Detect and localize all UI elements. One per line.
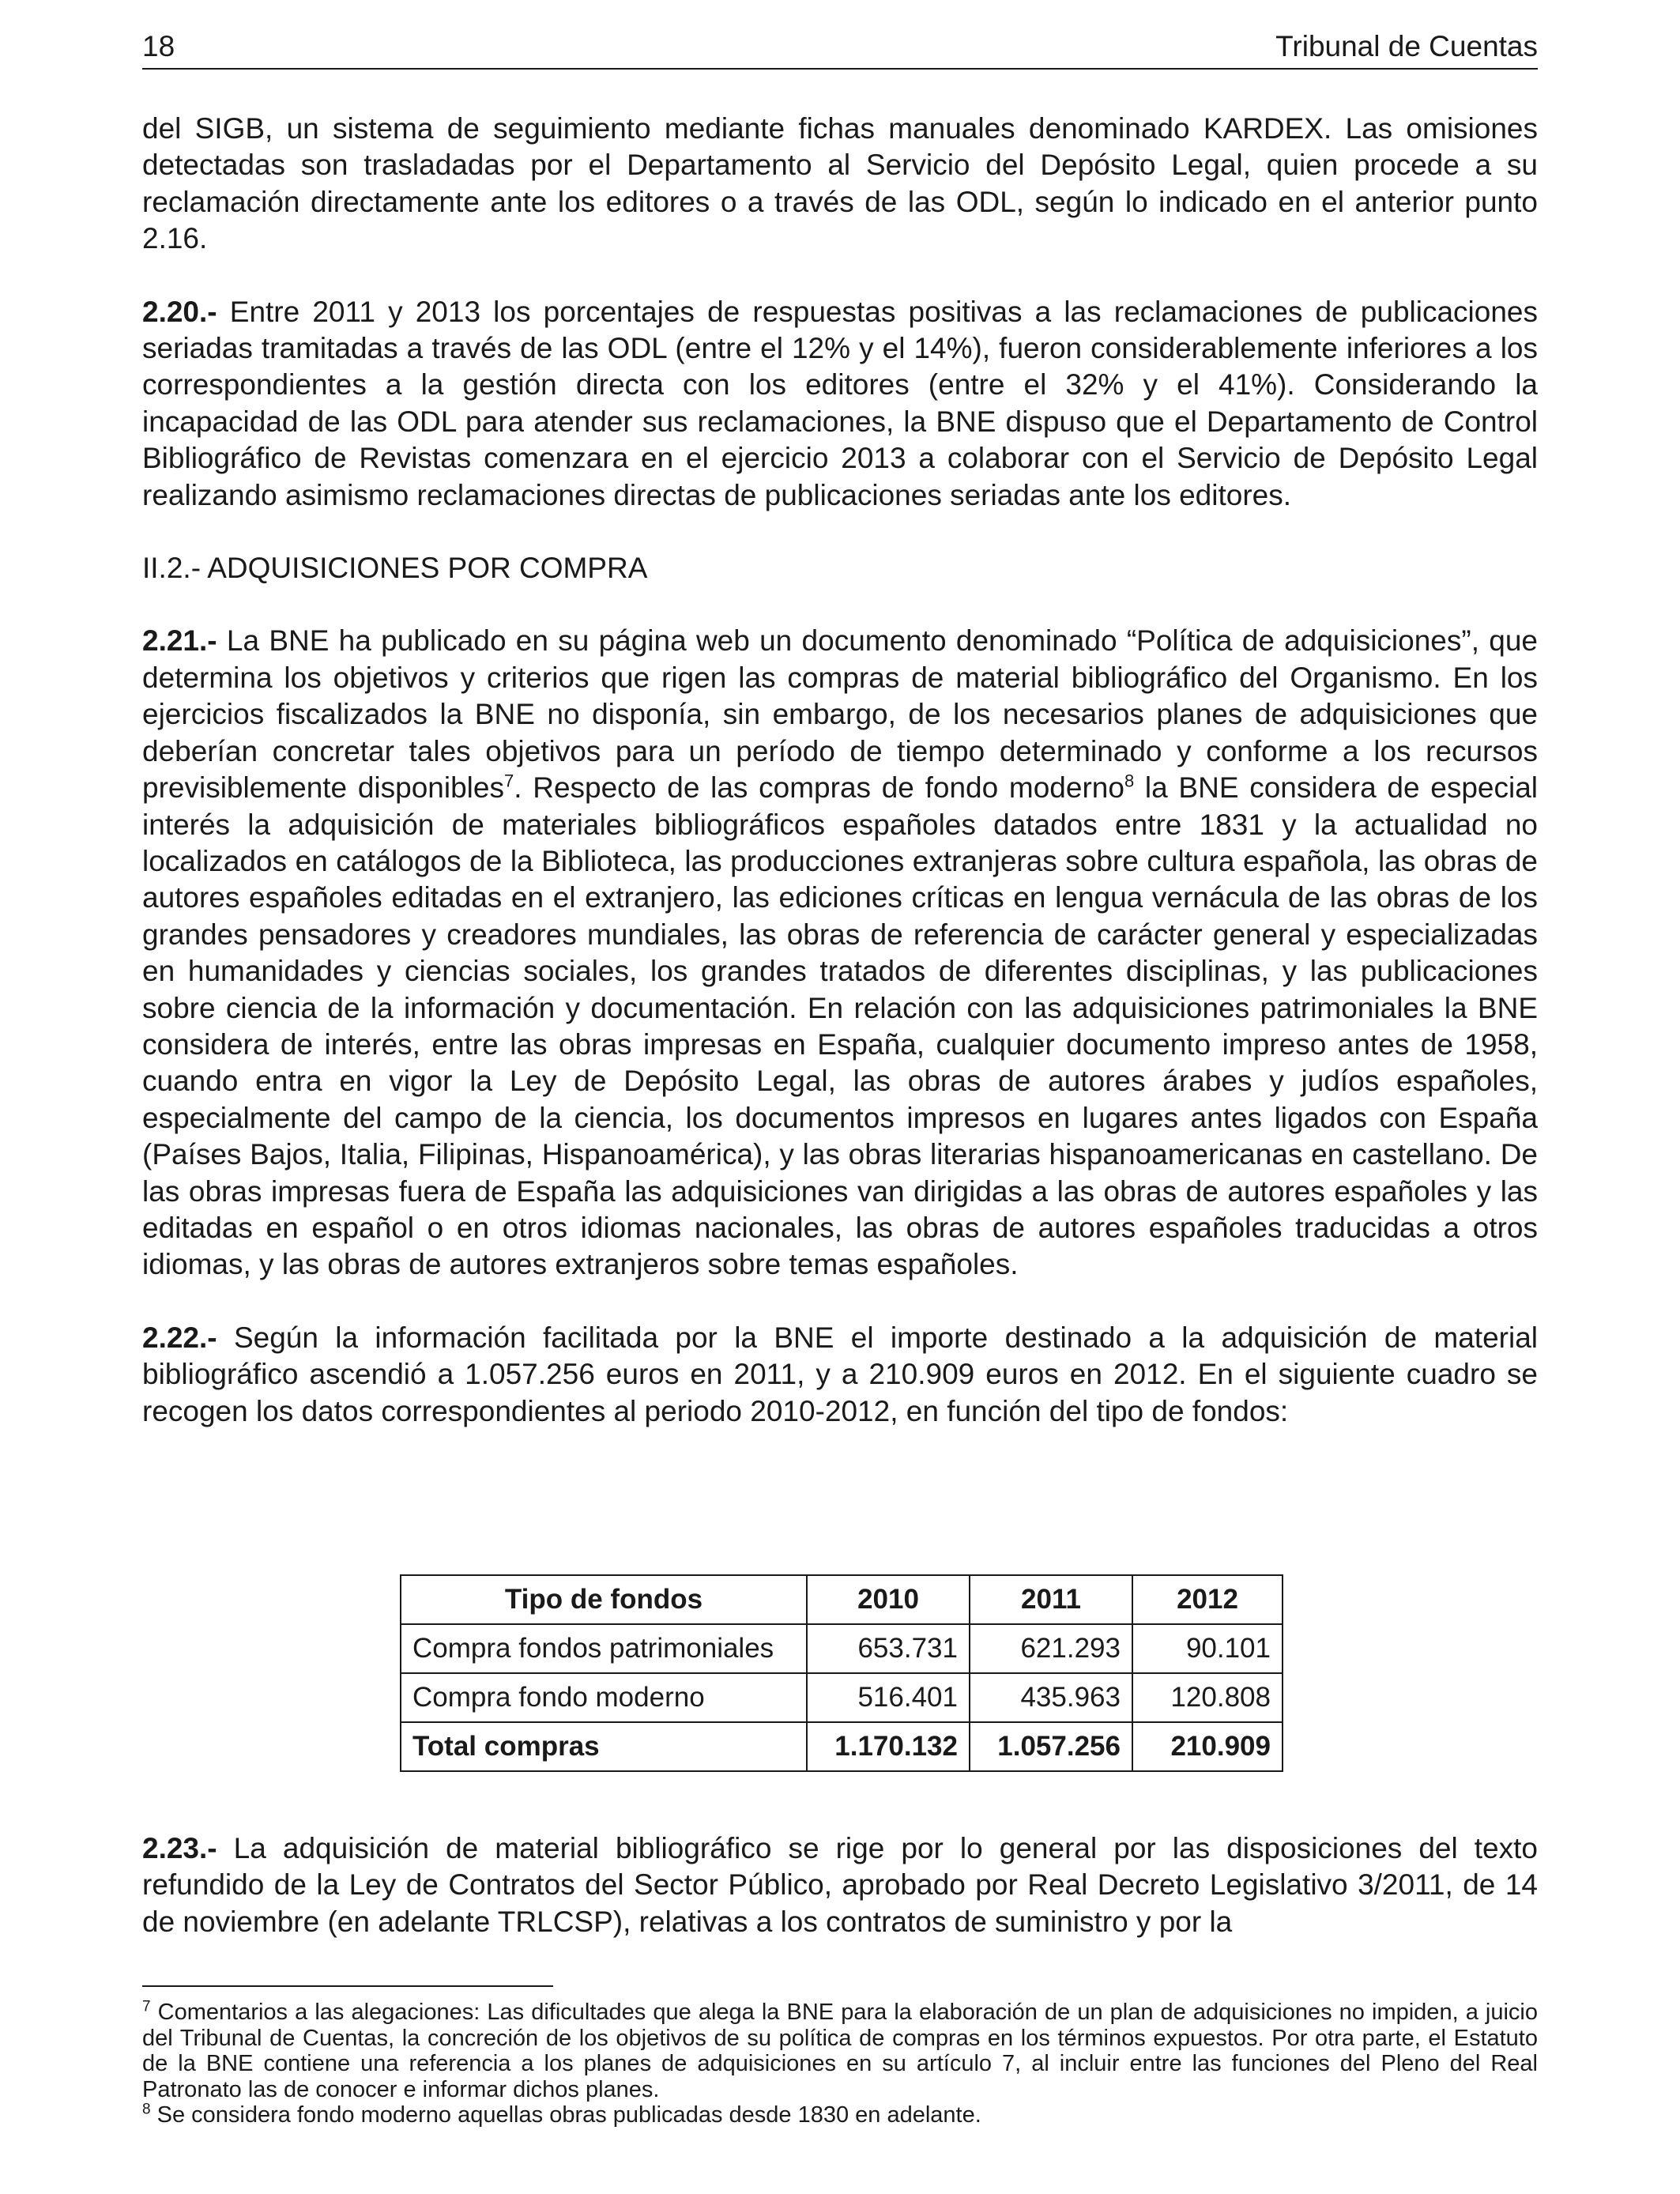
page-number: 18 — [142, 30, 175, 62]
footnote-8 — [142, 2102, 1538, 2128]
footnote-ref-7[interactable]: 7 — [503, 771, 514, 791]
table-header-cell: 2012 — [1132, 1575, 1283, 1624]
running-title: Tribunal de Cuentas — [1275, 30, 1538, 62]
table-cell: 90.101 — [1132, 1624, 1283, 1673]
funds-table-wrap — [400, 1574, 1283, 1772]
paragraph-2-20 — [142, 294, 1538, 514]
table-row — [401, 1624, 1283, 1673]
table-cell: Compra fondos patrimoniales — [401, 1624, 807, 1673]
footnote-7 — [142, 2000, 1538, 2102]
table-cell: Compra fondo moderno — [401, 1673, 807, 1722]
paragraph-number: 2.21.- — [142, 624, 217, 658]
paragraph-number: 2.20.- — [142, 295, 217, 328]
footnote-ref-8[interactable]: 8 — [1124, 771, 1135, 791]
header-rule — [142, 68, 1538, 70]
table-header-cell: 2011 — [970, 1575, 1132, 1624]
table-cell: 1.057.256 — [970, 1722, 1132, 1771]
paragraph-text: Según la información facilitada por la BNE el importe destinado a la adquisición de material bibliográfico ascendió a 1.057.256 euros en 2011, y a 210.909 euros en 2012. En el siguiente cuadro se recogen los datos correspondientes al periodo 2010-2012, en función del tipo de fondos: — [142, 1321, 1538, 1427]
paragraph-2-22 — [142, 1320, 1538, 1430]
paragraph-2-23 — [142, 1830, 1538, 1940]
paragraph-text: La BNE ha publicado en su página web un documento denominado “Política de adquisiciones”, que determina los objetivos y criterios que rigen las compras de material bibliográfico del Organismo. En los ejercicios fiscalizados la BNE no disponía, sin embargo, de los necesarios planes de adquisiciones que deberían concretar tales objetivos para un período de tiempo determinado y conforme a los recursos previsiblemente disponibles — [142, 624, 1538, 805]
table-cell: 435.963 — [970, 1673, 1132, 1722]
paragraph-continuation — [142, 111, 1538, 258]
paragraph-text: Entre 2011 y 2013 los porcentajes de respuestas positivas a las reclamaciones de publicaciones seriadas tramitadas a través de las ODL (entre el 12% y el 14%), fueron considerablemente inferiores a los correspondientes a la gestión directa con los editores (entre el 32% y el 41%). Considerando la incapacidad de las ODL para atender sus reclamaciones, la BNE dispuso que el Departamento de Control Bibliográfico de Revistas comenzara en el ejercicio 2013 a colaborar con el Servicio de Depósito Legal realizando asimismo reclamaciones directas de publicaciones seriadas ante los editores. — [142, 295, 1538, 511]
footnotes — [142, 2000, 1538, 2128]
body-text — [142, 111, 1538, 1466]
footnote-text: Se considera fondo moderno aquellas obras publicadas desde 1830 en adelante. — [150, 2102, 981, 2128]
paragraph-2-21 — [142, 623, 1538, 1283]
page-header — [142, 27, 1538, 66]
footnote-mark: 7 — [142, 1998, 151, 2015]
table-cell: 120.808 — [1132, 1673, 1283, 1722]
table-cell: 621.293 — [970, 1624, 1132, 1673]
paragraph-text: La adquisición de material bibliográfico se rige por lo general por las disposiciones del texto refundido de la Ley de Contratos del Sector Público, aprobado por Real Decreto Legislativo 3/2011, de 14 de noviembre (en adelante TRLCSP), relativas a los contratos de suministro y por la — [142, 1832, 1538, 1938]
table-cell: 210.909 — [1132, 1722, 1283, 1771]
paragraph-number: 2.23.- — [142, 1832, 217, 1864]
table-cell: 1.170.132 — [807, 1722, 970, 1771]
paragraph-text: la BNE considera de especial interés la adquisición de materiales bibliográficos españoles datados entre 1831 y la actualidad no localizados en catálogos de la Biblioteca, las producciones extranjeras sobre cultura española, las obras de autores españoles editadas en el extranjero, las ediciones críticas en lengua vernácula de las obras de los grandes pensadores y creadores mundiales, las obras de referencia de carácter general y especializadas en humanidades y ciencias sociales, los grandes tratados de diferentes disciplinas, y las publicaciones sobre ciencia de la información y documentación. En relación con las adquisiciones patrimoniales la BNE considera de interés, entre las obras impresas en España, cualquier documento impreso antes de 1958, cuando entra en vigor la Ley de Depósito Legal, las obras de autores árabes y judíos españoles, especialmente del campo de la ciencia, los documentos impresos en lugares antes ligados con España (Países Bajos, Italia, Filipinas, Hispanoamérica), y las obras literarias hispanoamericanas en castellano. De las obras impresas fuera de España las adquisiciones van dirigidas a las obras de autores españoles y las editadas en español o en otros idiomas nacionales, las obras de autores españoles traducidas a otros idiomas, y las obras de autores extranjeros sobre temas españoles. — [142, 771, 1538, 1281]
table-header-cell: Tipo de fondos — [401, 1575, 807, 1624]
table-cell: 516.401 — [807, 1673, 970, 1722]
table-total-row — [401, 1722, 1283, 1771]
footnote-text: Comentarios a las alegaciones: Las dificultades que alega la BNE para la elaboración de un plan de adquisiciones no impiden, a juicio del Tribunal de Cuentas, la concreción de los objetivos de su política de compras en los términos expuestos. Por otra parte, el Estatuto de la BNE contiene una referencia a los planes de adquisiciones en su artículo 7, al incluir entre las funciones del Pleno del Real Patronato las de conocer e informar dichos planes. — [142, 2000, 1538, 2102]
table-cell: 653.731 — [807, 1624, 970, 1673]
section-heading: II.2.- ADQUISICIONES POR COMPRA — [142, 552, 648, 585]
body-text-continued — [142, 1830, 1538, 1977]
footnote-separator — [142, 1985, 553, 1987]
table-row — [401, 1673, 1283, 1722]
paragraph-number: 2.22.- — [142, 1321, 217, 1354]
table-cell: Total compras — [401, 1722, 807, 1771]
table-header-cell: 2010 — [807, 1575, 970, 1624]
paragraph-text: . Respecto de las compras de fondo moderno — [514, 771, 1124, 805]
footnote-mark: 8 — [142, 2101, 151, 2118]
funds-table — [400, 1574, 1283, 1772]
table-header-row — [401, 1575, 1283, 1624]
paragraph-text: del SIGB, un sistema de seguimiento mediante fichas manuales denominado KARDEX. Las omisiones detectadas son trasladadas por el Departamento al Servicio del Depósito Legal, quien procede a su reclamación directamente ante los editores o a través de las ODL, según lo indicado en el anterior punto 2.16. — [142, 112, 1538, 255]
